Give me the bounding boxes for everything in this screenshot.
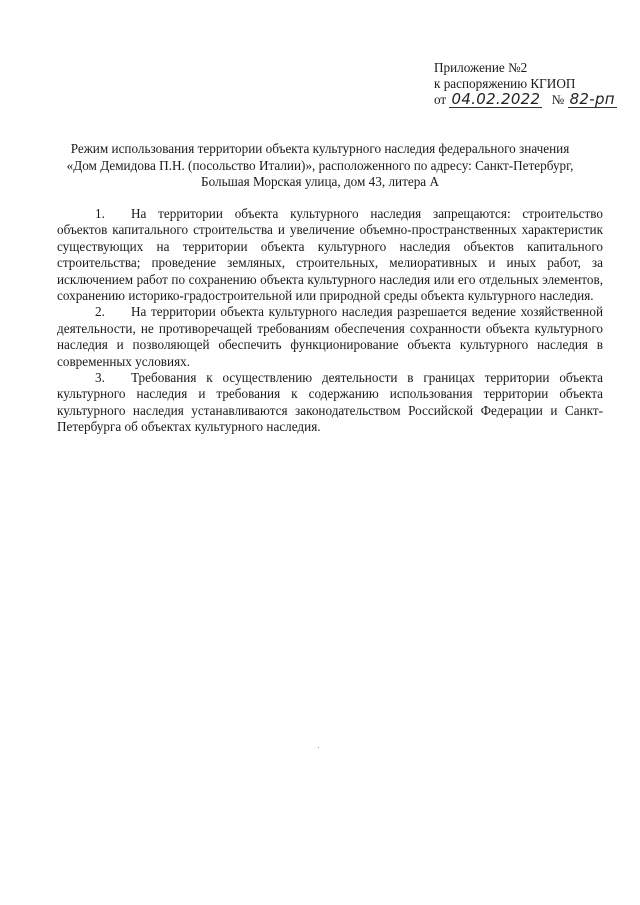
scan-speck bbox=[318, 747, 319, 748]
paragraph-number: 3. bbox=[95, 370, 105, 386]
paragraph-text: Требования к осуществлению деятельности в границах территории объекта культурного наследия и требования к содержанию использования территории объекта культурного наследия устанавливаются законодательством Российской Федерации и Санкт-Петербурга об объектах культурного наследия. bbox=[57, 370, 603, 435]
paragraph-text: На территории объекта культурного наследия разрешается ведение хозяйственной деятельности, не противоречащей требованиям обеспечения сохранности объекта культурного наследия и позволяющей обеспечить функционирование объекта культурного наследия в современных условиях. bbox=[57, 304, 603, 369]
paragraph-number: 2. bbox=[95, 304, 105, 320]
title-line-1: Режим использования территории объекта культурного наследия федерального значения bbox=[70, 141, 570, 156]
paragraph-text: На территории объекта культурного наследия запрещаются: строительство объектов капитального строительства и увеличение объемно-пространственных характеристик существующих на территории объекта культурного наследия объектов капитального строительства; проведение земляных, строительных, мелиоративных и иных работ, за исключением работ по сохранению объекта культурного наследия или его отдельных элементов, сохранению историко-градостроительной или природной среды объекта культурного наследия. bbox=[57, 206, 603, 304]
paragraph-number: 1. bbox=[95, 206, 105, 221]
appendix-title: Приложение №2 bbox=[434, 60, 528, 75]
document-body bbox=[57, 206, 603, 436]
title-line-3: Большая Морская улица, дом 43, литера А bbox=[201, 174, 439, 189]
appendix-date-number bbox=[434, 92, 624, 108]
appendix-order-ref: к распоряжению КГИОП bbox=[434, 76, 576, 91]
document-title bbox=[60, 141, 580, 191]
paragraph-3 bbox=[57, 370, 603, 436]
handwritten-date: 04.02.2022 bbox=[451, 90, 541, 108]
number-prefix: № bbox=[551, 92, 565, 107]
paragraph-2 bbox=[57, 304, 603, 370]
date-prefix: от bbox=[434, 92, 447, 107]
paragraph-1 bbox=[57, 206, 603, 304]
title-line-2: «Дом Демидова П.Н. (посольство Италии)», расположенного по адресу: Санкт-Петербург, bbox=[66, 157, 574, 173]
handwritten-number: 82-рп bbox=[569, 90, 615, 108]
appendix-header bbox=[434, 60, 624, 108]
